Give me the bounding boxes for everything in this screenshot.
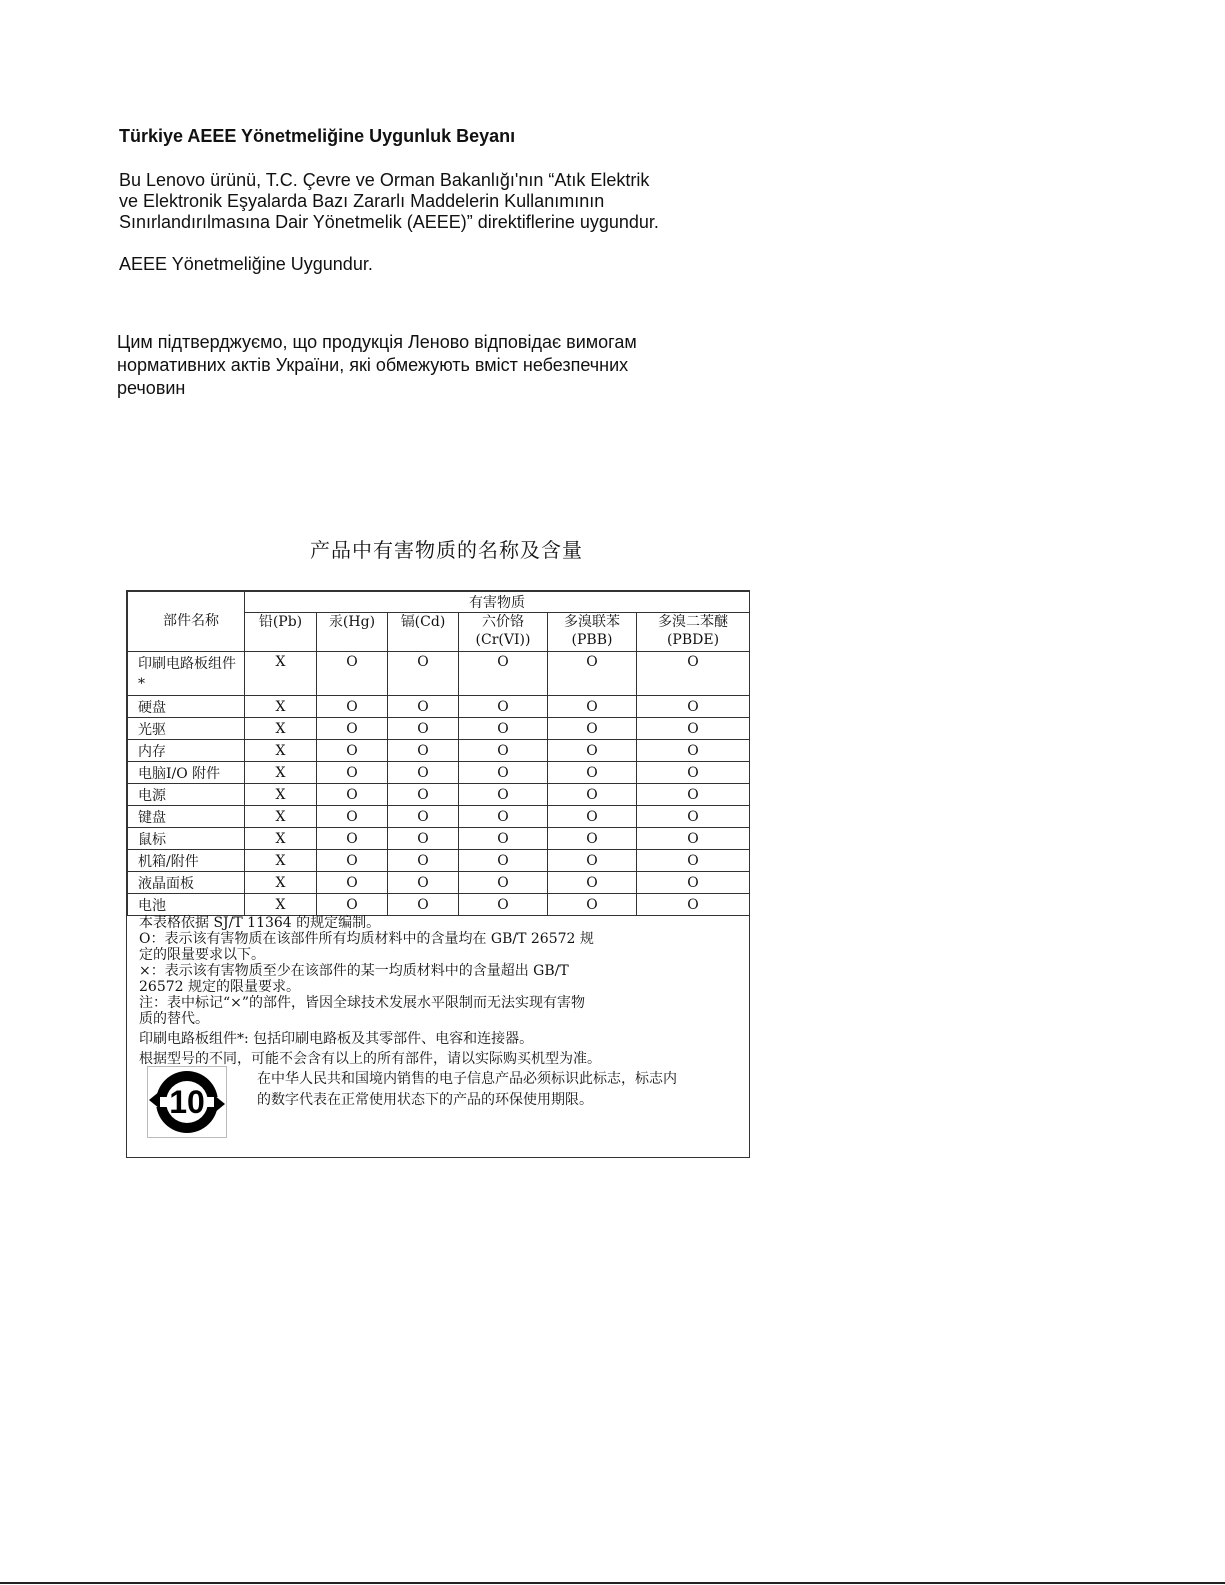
note-line: 注：表中标记“×”的部件，皆因全球技术发展水平限制而无法实现有害物 (139, 995, 586, 1011)
table-notes (139, 915, 729, 1067)
substance-mark-cell: O (317, 740, 388, 762)
substance-mark-cell: O (637, 762, 750, 784)
substance-mark-cell: O (548, 806, 637, 828)
china-rohs-box (126, 590, 750, 1158)
turkey-conformity-note: AEEE Yönetmeliğine Uygundur. (119, 254, 373, 274)
table-row (128, 762, 750, 784)
substance-header: 汞(Hg) (317, 613, 388, 652)
substance-mark-cell: O (388, 696, 459, 718)
substance-mark-cell: O (637, 696, 750, 718)
substance-mark-cell: O (637, 894, 750, 916)
substance-mark-cell: O (388, 718, 459, 740)
ukraine-declaration-body (117, 331, 637, 400)
page-bottom-rule (0, 1582, 1225, 1584)
table-row (128, 894, 750, 916)
substance-mark-cell: O (548, 872, 637, 894)
turkey-body-line: Bu Lenovo ürünü, T.C. Çevre ve Orman Bakanlığı'nın “Atık Elektrik (119, 170, 650, 190)
substance-mark-cell: X (245, 828, 317, 850)
part-name-cell: 鼠标 (128, 828, 245, 850)
substance-table-body (128, 652, 750, 916)
substance-mark-cell: O (459, 784, 548, 806)
note-line: 定的限量要求以下。 (139, 947, 265, 963)
part-name-cell: 印刷电路板组件* (128, 652, 245, 696)
part-name-cell: 光驱 (128, 718, 245, 740)
part-name-cell: 液晶面板 (128, 872, 245, 894)
substance-mark-cell: X (245, 806, 317, 828)
hazardous-substances-header: 有害物质 (245, 592, 750, 613)
part-name-cell: 机箱/附件 (128, 850, 245, 872)
note-line: 根据型号的不同，可能不会含有以上的所有部件，请以实际购买机型为准。 (139, 1051, 601, 1067)
note-line: 本表格依据 SJ/T 11364 的规定编制。 (139, 915, 381, 931)
substance-mark-cell: O (317, 894, 388, 916)
substance-mark-cell: O (637, 850, 750, 872)
table-row (128, 740, 750, 762)
epup-line: 在中华人民共和国境内销售的电子信息产品必须标识此标志，标志内 (257, 1071, 677, 1087)
substance-mark-cell: O (548, 696, 637, 718)
part-name-cell: 硬盘 (128, 696, 245, 718)
substance-mark-cell: O (459, 828, 548, 850)
substance-header: 多溴联苯 (PBB) (548, 613, 637, 652)
table-row (128, 828, 750, 850)
substance-mark-cell: X (245, 718, 317, 740)
substance-mark-cell: O (388, 872, 459, 894)
substance-mark-cell: O (317, 762, 388, 784)
note-line: 26572 规定的限量要求。 (139, 979, 300, 995)
substance-mark-cell: X (245, 696, 317, 718)
substance-mark-cell: O (388, 784, 459, 806)
part-name-cell: 内存 (128, 740, 245, 762)
ukraine-body-line: Цим підтверджуємо, що продукція Леново відповідає вимогам (117, 332, 637, 352)
part-name-cell: 电源 (128, 784, 245, 806)
substance-mark-cell: O (548, 894, 637, 916)
substance-mark-cell: O (459, 696, 548, 718)
substance-mark-cell: X (245, 894, 317, 916)
table-row (128, 850, 750, 872)
substance-mark-cell: O (317, 806, 388, 828)
substance-mark-cell: O (388, 894, 459, 916)
table-row (128, 652, 750, 696)
substance-mark-cell: O (459, 872, 548, 894)
ukraine-body-line: нормативних актів України, які обмежують вміст небезпечних (117, 355, 629, 375)
substance-mark-cell: X (245, 652, 317, 696)
substance-mark-cell: O (637, 806, 750, 828)
part-name-header: 部件名称 (128, 592, 245, 652)
substance-mark-cell: O (388, 652, 459, 696)
substance-mark-cell: X (245, 784, 317, 806)
substance-mark-cell: O (637, 872, 750, 894)
substance-mark-cell: O (548, 740, 637, 762)
substance-mark-cell: O (317, 872, 388, 894)
substance-mark-cell: O (459, 718, 548, 740)
epup-10-logo-icon (147, 1066, 227, 1138)
china-rohs-title: 产品中有害物质的名称及含量 (310, 540, 583, 562)
table-row (128, 718, 750, 740)
substance-mark-cell: O (548, 850, 637, 872)
substance-mark-cell: O (388, 850, 459, 872)
substance-mark-cell: O (548, 652, 637, 696)
substance-mark-cell: O (548, 718, 637, 740)
substance-mark-cell: O (317, 696, 388, 718)
note-line: O：表示该有害物质在该部件所有均质材料中的含量均在 GB/T 26572 规 (139, 931, 594, 947)
ukraine-body-line: речовин (117, 378, 186, 398)
substance-mark-cell: O (388, 740, 459, 762)
substance-mark-cell: O (388, 762, 459, 784)
substance-mark-cell: O (548, 828, 637, 850)
substance-header: 镉(Cd) (388, 613, 459, 652)
turkey-body-line: ve Elektronik Eşyalarda Bazı Zararlı Maddelerin Kullanımının (119, 191, 605, 211)
substance-mark-cell: X (245, 762, 317, 784)
substance-mark-cell: O (317, 718, 388, 740)
substance-mark-cell: O (317, 850, 388, 872)
substance-mark-cell: O (388, 828, 459, 850)
hazardous-substance-table (127, 591, 750, 916)
substance-mark-cell: O (637, 740, 750, 762)
substance-mark-cell: O (388, 806, 459, 828)
table-row (128, 806, 750, 828)
part-name-cell: 电池 (128, 894, 245, 916)
substance-mark-cell: O (459, 652, 548, 696)
epup-description (257, 1069, 677, 1111)
substance-mark-cell: O (637, 828, 750, 850)
turkey-body-line: Sınırlandırılmasına Dair Yönetmelik (AEEE)” direktiflerine uygundur. (119, 212, 659, 232)
table-row (128, 784, 750, 806)
substance-mark-cell: O (459, 762, 548, 784)
substance-mark-cell: O (548, 762, 637, 784)
substance-mark-cell: O (317, 784, 388, 806)
substance-mark-cell: X (245, 850, 317, 872)
turkey-declaration-title: Türkiye AEEE Yönetmeliğine Uygunluk Beyanı (119, 126, 516, 146)
substance-mark-cell: O (317, 828, 388, 850)
table-row (128, 872, 750, 894)
substance-mark-cell: O (459, 894, 548, 916)
substance-mark-cell: O (317, 652, 388, 696)
substance-header: 六价铬 (Cr(VI)) (459, 613, 548, 652)
turkey-declaration-body (119, 170, 699, 233)
part-name-cell: 电脑I/O 附件 (128, 762, 245, 784)
note-line: ×：表示该有害物质至少在该部件的某一均质材料中的含量超出 GB/T (139, 963, 569, 979)
part-name-cell: 键盘 (128, 806, 245, 828)
substance-mark-cell: O (459, 850, 548, 872)
substance-mark-cell: O (459, 740, 548, 762)
substance-mark-cell: O (637, 784, 750, 806)
epup-line: 的数字代表在正常使用状态下的产品的环保使用期限。 (257, 1092, 593, 1108)
substance-mark-cell: O (637, 718, 750, 740)
table-row (128, 696, 750, 718)
substance-mark-cell: O (637, 652, 750, 696)
note-line: 质的替代。 (139, 1011, 209, 1027)
substance-mark-cell: O (459, 806, 548, 828)
substance-header: 铅(Pb) (245, 613, 317, 652)
substance-mark-cell: X (245, 740, 317, 762)
substance-mark-cell: O (548, 784, 637, 806)
substance-mark-cell: X (245, 872, 317, 894)
substance-header: 多溴二苯醚 (PBDE) (637, 613, 750, 652)
epup-logo-number: 10 (169, 1084, 205, 1120)
note-line: 印刷电路板组件*: 包括印刷电路板及其零部件、电容和连接器。 (139, 1031, 534, 1047)
